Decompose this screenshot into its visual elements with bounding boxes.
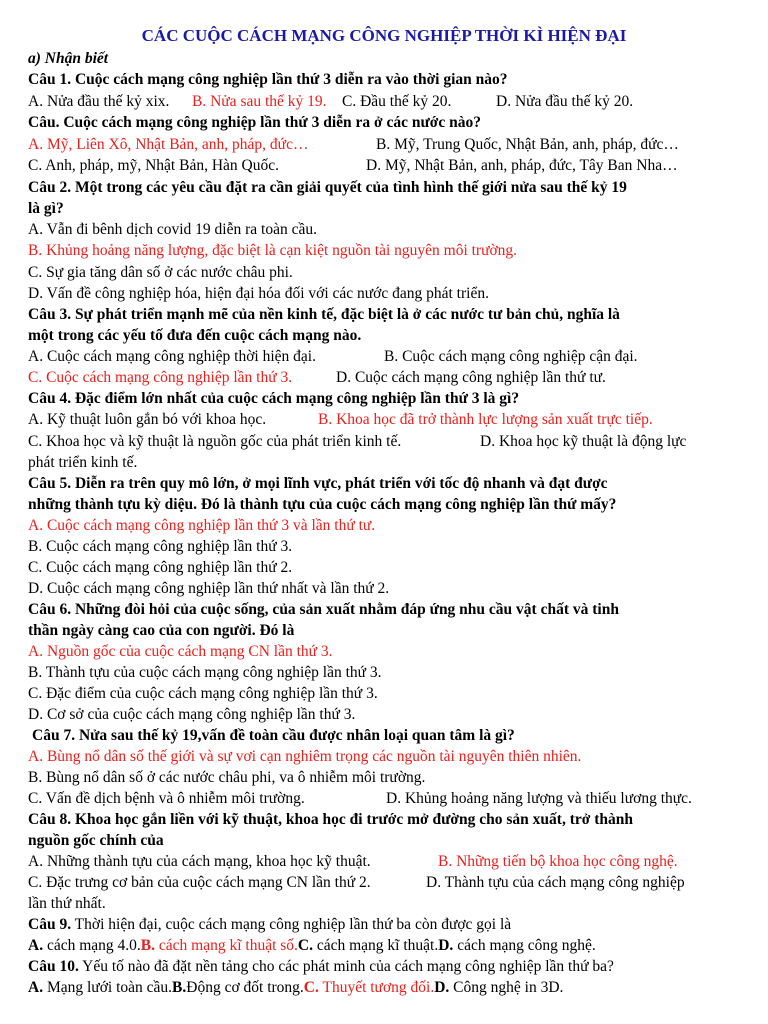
q10-options [28, 978, 563, 998]
q1-option-d: D. Nửa đầu thế kỷ 20. [496, 93, 634, 110]
q7-option-a: A. Bùng nổ dân số thế giới và sự vơi cạn nghiêm trọng các nguồn tài nguyên thiên nhiên. [28, 748, 582, 765]
q3-option-d: D. Cuộc cách mạng công nghiệp lần thứ tư. [336, 369, 606, 386]
question-6-line-2: thần ngày càng cao của con người. Đó là [28, 622, 295, 639]
question-1: Câu 1. Cuộc cách mạng công nghiệp lần thứ 3 diễn ra vào thời gian nào? [28, 71, 508, 88]
document-title: CÁC CUỘC CÁCH MẠNG CÔNG NGHIỆP THỜI KÌ HIỆN ĐẠI [141, 26, 627, 45]
question-9-label: Câu 9. [28, 916, 72, 933]
question-3-line-1: Câu 3. Sự phát triển mạnh mẽ của nền kinh tế, đặc biệt là ở các nước tư bản chủ, nghĩa là [28, 306, 620, 323]
q4-option-c: C. Khoa học và kỹ thuật là nguồn gốc của phát triển kinh tế. [28, 433, 402, 450]
q9-options [28, 936, 596, 956]
q5-option-d: D. Cuộc cách mạng công nghiệp lần thứ nhất và lần thứ 2. [28, 580, 390, 597]
q8-option-b: B. Những tiến bộ khoa học công nghệ. [438, 853, 678, 870]
question-3-line-2: một trong các yếu tố đưa đến cuộc cách mạng nào. [28, 327, 362, 344]
question-10-text: Yếu tố nào đã đặt nền tảng cho các phát minh của cách mạng công nghiệp lần thứ ba? [78, 958, 614, 975]
question-5-line-2: những thành tựu kỳ diệu. Đó là thành tựu của cuộc cách mạng công nghiệp lần thứ mấy? [28, 496, 617, 513]
q10-option-d-label: D. [434, 979, 450, 996]
q8-option-a: A. Những thành tựu của cách mạng, khoa học kỹ thuật. [28, 853, 371, 870]
q9-option-a-label: A. [28, 937, 44, 954]
question-9 [28, 915, 511, 935]
q10-option-c: Thuyết tương đối. [318, 979, 435, 996]
q6-option-d: D. Cơ sở của cuộc cách mạng công nghiệp lần thứ 3. [28, 706, 356, 723]
question-10 [28, 957, 614, 977]
q9-option-d-label: D. [438, 937, 454, 954]
q2-option-a: A. Vẫn đi bênh dịch covid 19 diễn ra toàn cầu. [28, 221, 317, 238]
q1-option-c: C. Đầu thế kỷ 20. [342, 93, 452, 110]
question-6-line-1: Câu 6. Những đòi hỏi của cuộc sống, của sản xuất nhằm đáp ứng nhu cầu vật chất và tinh [28, 601, 619, 618]
q3-option-c: C. Cuộc cách mạng công nghiệp lần thứ 3. [28, 369, 293, 386]
q2-option-d: D. Vấn đề công nghiệp hóa, hiện đại hóa đối với các nước đang phát triển. [28, 285, 489, 302]
q9-option-a: cách mạng 4.0. [43, 937, 141, 954]
question-4: Câu 4. Đặc điểm lớn nhất của cuộc cách mạng công nghiệp lần thứ 3 là gì? [28, 390, 520, 407]
q10-option-b-label: B. [172, 979, 187, 996]
q3-option-a: A. Cuộc cách mạng công nghiệp thời hiện đại. [28, 348, 316, 365]
q5-option-b: B. Cuộc cách mạng công nghiệp lần thứ 3. [28, 538, 293, 555]
q4-option-d-cont: phát triển kinh tế. [28, 454, 138, 471]
q10-option-c-label: C. [303, 979, 319, 996]
q10-option-d: Công nghệ in 3D. [449, 979, 564, 996]
question-9-text: Thời hiện đại, cuộc cách mạng công nghiệp lần thứ ba còn được gọi là [71, 916, 512, 933]
q4-option-d: D. Khoa học kỹ thuật là động lực [480, 433, 687, 450]
q10-option-a: Mạng lưới toàn cầu. [43, 979, 173, 996]
question-5-line-1: Câu 5. Diễn ra trên quy mô lớn, ở mọi lĩnh vực, phát triển với tốc độ nhanh và đạt được [28, 475, 608, 492]
q7-option-c: C. Vấn đề dịch bệnh và ô nhiễm môi trường. [28, 790, 305, 807]
q1-option-a: A. Nửa đầu thế kỷ xix. [28, 93, 170, 110]
q9-option-d: cách mạng công nghệ. [453, 937, 596, 954]
q5-option-a: A. Cuộc cách mạng công nghiệp lần thứ 3 và lần thứ tư. [28, 517, 376, 534]
question-1b: Câu. Cuộc cách mạng công nghiệp lần thứ 3 diễn ra ở các nước nào? [28, 114, 482, 131]
q7-option-b: B. Bùng nổ dân số ở các nước châu phi, va ô nhiễm môi trường. [28, 769, 426, 786]
q9-option-b-label: B. [140, 937, 155, 954]
q4-option-b: B. Khoa học đã trở thành lực lượng sản xuất trực tiếp. [318, 411, 653, 428]
question-2-line-2: là gì? [28, 200, 64, 217]
question-10-label: Câu 10. [28, 958, 79, 975]
q5-option-c: C. Cuộc cách mạng công nghiệp lần thứ 2. [28, 559, 293, 576]
q8-option-d: D. Thành tựu của cách mạng công nghiệp [426, 874, 685, 891]
section-heading: a) Nhận biết [28, 50, 109, 67]
q3-option-b: B. Cuộc cách mạng công nghiệp cận đại. [384, 348, 638, 365]
q9-option-b: cách mạng kĩ thuật số. [155, 937, 298, 954]
q9-option-c: cách mạng kĩ thuật. [312, 937, 439, 954]
q6-option-c: C. Đặc điểm của cuộc cách mạng công nghiệp lần thứ 3. [28, 685, 378, 702]
q9-option-c-label: C. [297, 937, 313, 954]
q2-option-b: B. Khủng hoảng năng lượng, đặc biệt là cạn kiệt nguồn tài nguyên môi trường. [28, 242, 518, 259]
q6-option-a: A. Nguồn gốc của cuộc cách mạng CN lần thứ 3. [28, 643, 333, 660]
q8-option-d-cont: lần thứ nhất. [28, 895, 106, 912]
q2-option-c: C. Sự gia tăng dân số ở các nước châu phi. [28, 264, 293, 281]
q10-option-b: Động cơ đốt trong. [186, 979, 304, 996]
question-7: Câu 7. Nửa sau thế kỷ 19,vấn đề toàn cầu được nhân loại quan tâm là gì? [32, 727, 515, 744]
q7-option-d: D. Khủng hoảng năng lượng và thiếu lương thực. [386, 790, 692, 807]
q1-option-b: B. Nửa sau thế kỷ 19. [192, 93, 327, 110]
q6-option-b: B. Thành tựu của cuộc cách mạng công nghiệp lần thứ 3. [28, 664, 382, 681]
question-8-line-2: nguồn gốc chính của [28, 832, 164, 849]
question-8-line-1: Câu 8. Khoa học gắn liền với kỹ thuật, khoa học đi trước mở đường cho sản xuất, trở thành [28, 811, 633, 828]
q10-option-a-label: A. [28, 979, 44, 996]
q4-option-a: A. Kỹ thuật luôn gắn bó với khoa học. [28, 411, 267, 428]
question-2-line-1: Câu 2. Một trong các yêu cầu đặt ra cần giải quyết của tình hình thế giới nửa sau thế kỷ 19 [28, 179, 627, 196]
q1b-option-c: C. Anh, pháp, mỹ, Nhật Bản, Hàn Quốc. [28, 157, 279, 174]
q1b-option-b: B. Mỹ, Trung Quốc, Nhật Bản, anh, pháp, đức… [376, 136, 679, 153]
q8-option-c: C. Đặc trưng cơ bản của cuộc cách mạng CN lần thứ 2. [28, 874, 371, 891]
q1b-option-d: D. Mỹ, Nhật Bản, anh, pháp, đức, Tây Ban Nha… [366, 157, 678, 174]
q1b-option-a: A. Mỹ, Liên Xô, Nhật Bản, anh, pháp, đức… [28, 136, 309, 153]
